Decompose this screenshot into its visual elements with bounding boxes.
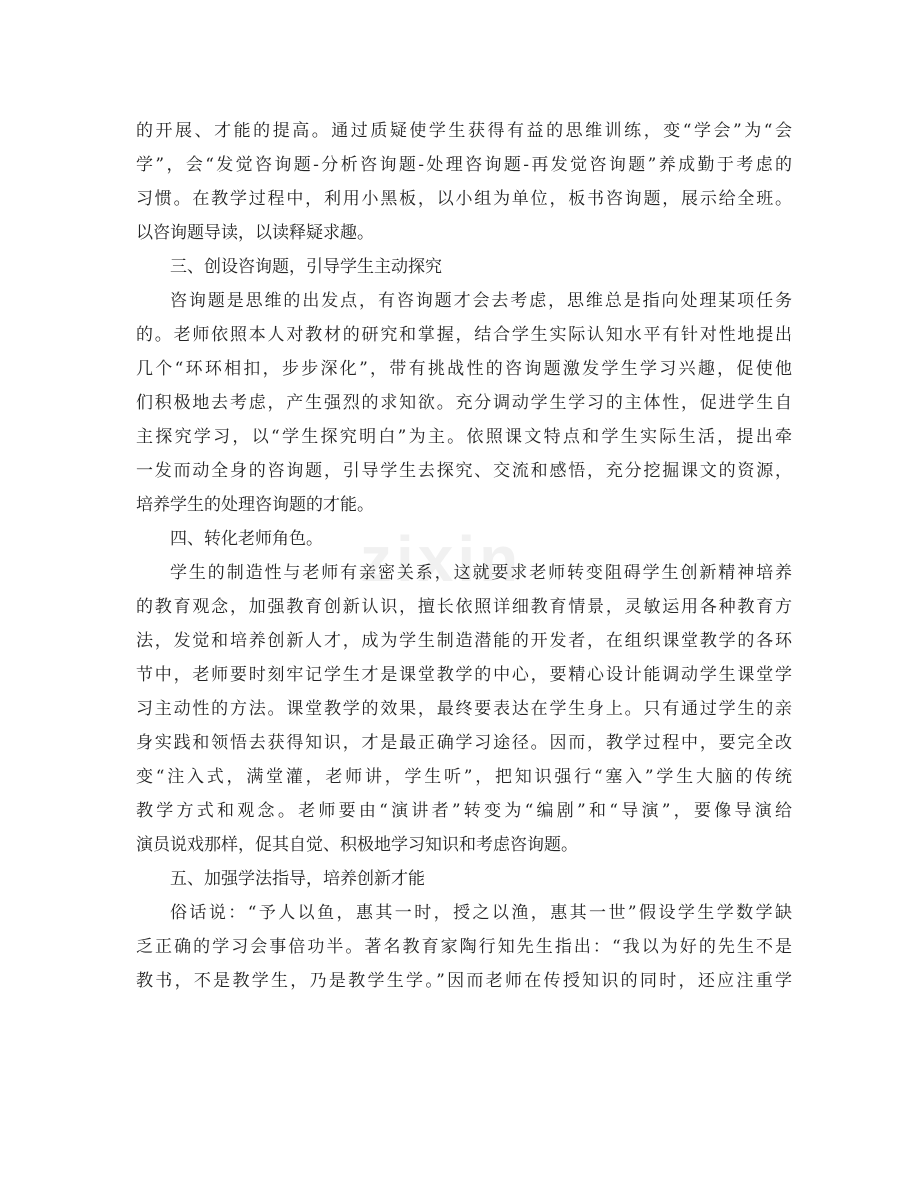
paragraph-line: 教书，不是教学生，乃是教学生学。”因而老师在传授知识的同时，还应注重学 — [136, 971, 792, 991]
paragraph-line: 变“注入式，满堂灌，老师讲，学生听”，把知识强行“塞入”学生大脑的传统 — [136, 767, 792, 787]
paragraph-line: 教学方式和观念。老师要由“演讲者”转变为“编剧”和“导演”，要像导演给 — [136, 801, 792, 821]
paragraph-line: 培养学生的处理咨询题的才能。 — [136, 495, 374, 515]
paragraph-line: 俗话说：“予人以鱼，惠其一时，授之以渔，惠其一世”假设学生学数学缺 — [170, 903, 792, 923]
paragraph-line: 一发而动全身的咨询题，引导学生去探究、交流和感悟，充分挖掘课文的资源， — [136, 461, 792, 481]
paragraph-line: 的教育观念，加强教育创新认识，擅长依照详细教育情景，灵敏运用各种教育方 — [136, 597, 792, 617]
paragraph-line: 咨询题是思维的出发点，有咨询题才会去考虑，思维总是指向处理某项任务 — [170, 291, 792, 311]
section-heading: 四、转化老师角色。 — [170, 529, 323, 549]
paragraph-line: 演员说戏那样，促其自觉、积极地学习知识和考虑咨询题。 — [136, 835, 578, 855]
paragraph-line: 们积极地去考虑，产生强烈的求知欲。充分调动学生学习的主体性，促进学生自 — [136, 393, 792, 413]
section-heading: 三、创设咨询题，引导学生主动探究 — [170, 257, 442, 277]
section-heading: 五、加强学法指导，培养创新才能 — [170, 869, 425, 889]
paragraph-line: 以咨询题导读，以读释疑求趣。 — [136, 223, 374, 243]
paragraph-line: 几个“环环相扣，步步深化”，带有挑战性的咨询题激发学生学习兴趣，促使他 — [136, 359, 792, 379]
paragraph-line: 学”，会“发觉咨询题-分析咨询题-处理咨询题-再发觉咨询题”养成勤于考虑的 — [136, 155, 792, 175]
paragraph-line: 节中，老师要时刻牢记学生才是课堂教学的中心，要精心设计能调动学生课堂学 — [136, 665, 792, 685]
paragraph-line: 法，发觉和培养创新人才，成为学生制造潜能的开发者，在组织课堂教学的各环 — [136, 631, 792, 651]
paragraph-line: 身实践和领悟去获得知识，才是最正确学习途径。因而，教学过程中，要完全改 — [136, 733, 792, 753]
document-body — [136, 114, 792, 998]
paragraph-line: 乏正确的学习会事倍功半。著名教育家陶行知先生指出：“我以为好的先生不是 — [136, 937, 792, 957]
paragraph-line: 的开展、才能的提高。通过质疑使学生获得有益的思维训练，变“学会”为“会 — [136, 121, 792, 141]
paragraph-line: 习主动性的方法。课堂教学的效果，最终要表达在学生身上。只有通过学生的亲 — [136, 699, 792, 719]
paragraph-line: 主探究学习，以“学生探究明白”为主。依照课文特点和学生实际生活，提出牵 — [136, 427, 792, 447]
paragraph-line: 的。老师依照本人对教材的研究和掌握，结合学生实际认知水平有针对性地提出 — [136, 325, 792, 345]
paragraph-line: 学生的制造性与老师有亲密关系，这就要求老师转变阻碍学生创新精神培养 — [170, 563, 792, 583]
paragraph-line: 习惯。在教学过程中，利用小黑板，以小组为单位，板书咨询题，展示给全班。 — [136, 189, 792, 209]
watermark: zixin — [360, 523, 523, 595]
